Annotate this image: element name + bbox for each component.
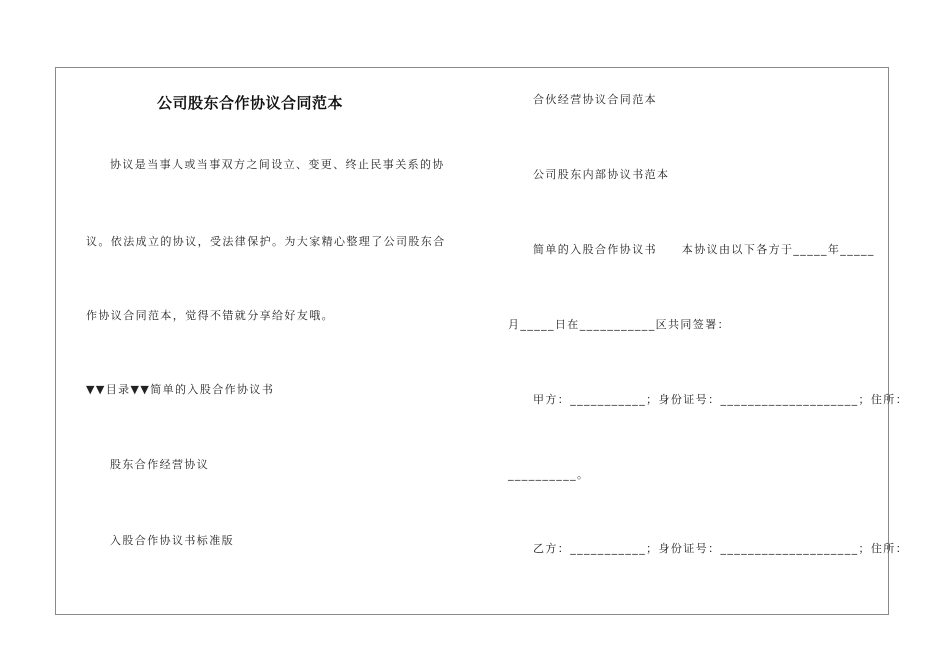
intro-paragraph-line-3: 作协议合同范本，觉得不错就分享给好友哦。 <box>86 309 334 322</box>
agreement-opening-line-2: 月_____日在___________区共同签署： <box>508 318 730 331</box>
toc-item-standard-version: 入股合作协议书标准版 <box>110 534 234 547</box>
intro-paragraph-line-1: 协议是当事人或当事双方之间设立、变更、终止民事关系的协 <box>110 158 445 171</box>
intro-paragraph-line-2: 议。依法成立的协议，受法律保护。为大家精心整理了公司股东合 <box>86 235 446 248</box>
toc-item-partnership-contract: 合伙经营协议合同范本 <box>533 93 657 106</box>
party-a-address-line: __________。 <box>508 468 590 481</box>
agreement-opening-line-1: 简单的入股合作协议书 本协议由以下各方于_____年_____ <box>533 243 875 256</box>
document-title: 公司股东合作协议合同范本 <box>157 94 344 112</box>
document-page <box>55 67 889 615</box>
table-of-contents-heading: ▼▼目录▼▼简单的入股合作协议书 <box>86 383 275 396</box>
party-a-line: 甲方：___________；身份证号：____________________；住所： <box>533 393 909 406</box>
toc-item-shareholder-cooperation: 股东合作经营协议 <box>110 458 210 471</box>
toc-item-internal-agreement: 公司股东内部协议书范本 <box>533 168 670 181</box>
party-b-line: 乙方：___________；身份证号：____________________；住所： <box>533 542 909 555</box>
